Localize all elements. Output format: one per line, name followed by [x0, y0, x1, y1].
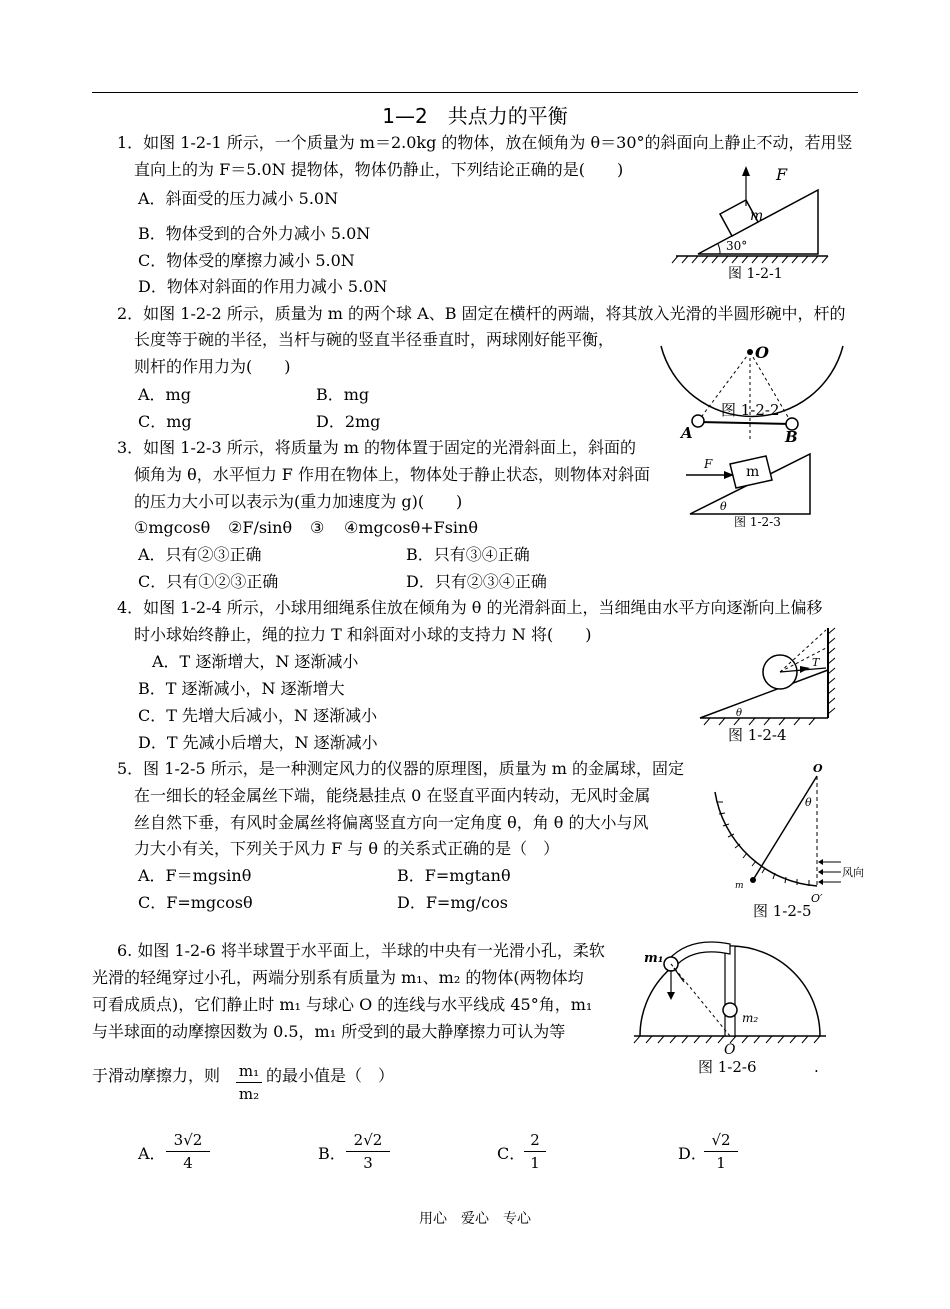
- fig4-angle-label: θ: [736, 708, 743, 719]
- q6-line3: 可看成质点)，它们静止时 m₁ 与球心 O 的连线与水平线成 45°角，m₁: [92, 995, 593, 1014]
- fig5-caption: 图 1-2-5: [753, 902, 812, 920]
- fig6-m2-label: m₂: [742, 1011, 759, 1025]
- q5-line3: 丝自然下垂，有风时金属丝将偏离竖直方向一定角度 θ，角 θ 的大小与风: [134, 813, 649, 832]
- q2-option-a: A．mg: [138, 385, 191, 404]
- q6-option-a-frac: [166, 1131, 210, 1172]
- q4-option-b: B．T 逐渐减小，N 逐渐增大: [138, 679, 345, 698]
- q6-option-d-frac: [704, 1131, 738, 1172]
- q2-option-d: D．2mg: [316, 412, 381, 431]
- q3-option-d: D．只有②③④正确: [406, 572, 547, 591]
- top-rule: [92, 92, 858, 93]
- fig1-mass-label: m: [750, 208, 764, 224]
- fig5-mass-label: m: [735, 881, 744, 891]
- q4-line2: 时小球始终静止，绳的拉力 T 和斜面对小球的支持力 N 将( ): [134, 625, 592, 644]
- q3-expr-1: ①mgcosθ: [134, 518, 211, 537]
- q1-option-a: A．斜面受的压力减小 5.0N: [138, 189, 339, 208]
- q2-line3: 则杆的作用力为( ): [134, 357, 291, 376]
- q2-option-b: B．mg: [316, 385, 370, 404]
- q2-line2: 长度等于碗的半径，当杆与碗的竖直半径垂直时，两球刚好能平衡，: [134, 330, 615, 349]
- fig2-center-label: O: [755, 343, 769, 362]
- figure-1-2-6: [630, 930, 830, 1080]
- q3-line3: 的压力大小可以表示为(重力加速度为 g)( ): [134, 492, 463, 511]
- q5-option-c: C．F=mgcosθ: [138, 893, 253, 912]
- fig1-force-label: F: [776, 165, 788, 184]
- q3-expr-4: ④mgcosθ+Fsinθ: [344, 518, 478, 537]
- q4-line1: 4．如图 1-2-4 所示，小球用细绳系住放在倾角为 θ 的光滑斜面上，当细绳由水平方向逐渐向上偏移: [117, 598, 823, 617]
- q1-option-c: C．物体受的摩擦力减小 5.0N: [138, 251, 355, 270]
- q6-option-d-num: √2: [711, 1131, 731, 1149]
- fig6-dot: .: [814, 1058, 819, 1076]
- q5-option-d: D．F=mg/cos: [397, 893, 508, 912]
- q4-option-c: C．T 先增大后减小，N 逐渐减小: [138, 706, 378, 725]
- figure-1-2-3: [680, 444, 815, 534]
- q6-ratio-den: m₂: [238, 1085, 260, 1103]
- fig4-tension-label: T: [812, 656, 820, 669]
- fig1-caption: 图 1-2-1: [728, 266, 783, 282]
- q6-line4: 与半球面的动摩擦因数为 0.5，m₁ 所受到的最大静摩擦力可认为等: [92, 1022, 566, 1041]
- q6-ratio-num: m₁: [238, 1062, 260, 1080]
- figure-1-2-4: [690, 624, 850, 746]
- q4-option-d: D．T 先减小后增大，N 逐渐减小: [138, 733, 378, 752]
- q6-line2: 光滑的轻绳穿过小孔，两端分别系有质量为 m₁、m₂ 的物体(两物体均: [92, 968, 584, 987]
- fig5-angle-label: θ: [805, 796, 812, 809]
- fig1-angle-label: 30°: [726, 239, 748, 253]
- q3-option-c: C．只有①②③正确: [138, 572, 279, 591]
- q3-expr-2: ②F/sinθ: [228, 518, 293, 537]
- q6-option-d-den: 1: [716, 1154, 726, 1172]
- fig4-caption: 图 1-2-4: [728, 726, 787, 744]
- q5-line1: 5．图 1-2-5 所示，是一种测定风力的仪器的原理图，质量为 m 的金属球，固定: [117, 759, 685, 778]
- q6-option-d-label: D．: [678, 1144, 707, 1163]
- fig3-mass-label: m: [746, 464, 760, 480]
- figure-1-2-1: [668, 160, 838, 285]
- fig5-top-label: O: [813, 762, 823, 775]
- fig2-b-label: B: [785, 428, 798, 446]
- q3-option-a: A．只有②③正确: [138, 545, 262, 564]
- q3-expr-3: ③: [310, 518, 325, 537]
- fig3-angle-label: θ: [720, 500, 727, 513]
- q6-option-c-num: 2: [530, 1131, 540, 1149]
- q6-option-b-den: 3: [363, 1154, 373, 1172]
- q2-line1: 2．如图 1-2-2 所示，质量为 m 的两个球 A、B 固定在横杆的两端，将其放入光滑的半圆形碗中，杆的: [117, 304, 846, 323]
- q5-option-b: B．F=mgtanθ: [397, 866, 511, 885]
- q5-line2: 在一细长的轻金属丝下端，能绕悬挂点 0 在竖直平面内转动，无风时金属: [134, 786, 651, 805]
- q6-ratio: [236, 1062, 262, 1103]
- q6-line5-a: 于滑动摩擦力，则: [92, 1066, 221, 1085]
- q6-option-b-frac: [346, 1131, 390, 1172]
- q6-line5-b: 的最小值是（ ）: [266, 1066, 395, 1085]
- q6-option-b-label: B．: [318, 1144, 346, 1163]
- q1-option-d: D．物体对斜面的作用力减小 5.0N: [138, 277, 388, 296]
- fig2-a-label: A: [681, 424, 693, 442]
- q1-option-b: B．物体受到的合外力减小 5.0N: [138, 224, 371, 243]
- q6-option-a-den: 4: [183, 1154, 193, 1172]
- q6-option-c-frac: [524, 1131, 546, 1172]
- fig2-caption: 图 1-2-2: [721, 401, 780, 419]
- fig6-caption: 图 1-2-6: [698, 1058, 757, 1076]
- q3-option-b: B．只有③④正确: [406, 545, 530, 564]
- q6-option-c-den: 1: [530, 1154, 540, 1172]
- fig3-caption: 图 1-2-3: [734, 515, 781, 529]
- fig3-force-label: F: [704, 457, 713, 471]
- q3-line2: 倾角为 θ，水平恒力 F 作用在物体上，物体处于静止状态，则物体对斜面: [134, 465, 650, 484]
- fig5-bottom-label: O′: [811, 892, 823, 905]
- fig6-m1-label: m₁: [644, 951, 664, 966]
- q3-line1: 3．如图 1-2-3 所示，将质量为 m 的物体置于固定的光滑斜面上，斜面的: [117, 438, 637, 457]
- q6-option-c-label: C．: [497, 1144, 526, 1163]
- page-footer: 用心 爱心 专心: [419, 1211, 531, 1227]
- q1-line2: 直向上的为 F＝5.0N 提物体，物体仍静止，下列结论正确的是( ): [134, 160, 624, 179]
- q6-option-a-num: 3√2: [173, 1131, 203, 1149]
- q2-option-c: C．mg: [138, 412, 192, 431]
- fig6-center-label: O: [724, 1042, 736, 1058]
- figure-1-2-5: [705, 762, 865, 924]
- fig5-wind-label: 风向: [842, 866, 864, 879]
- q5-line4: 力大小有关，下列关于风力 F 与 θ 的关系式正确的是（ ）: [134, 839, 560, 858]
- q6-line1: 6. 如图 1-2-6 将半球置于水平面上，半球的中央有一光滑小孔，柔软: [117, 941, 605, 960]
- figure-1-2-2: [655, 342, 855, 447]
- q6-option-a-label: A．: [138, 1144, 166, 1163]
- q4-option-a: A．T 逐渐增大，N 逐渐减小: [152, 652, 359, 671]
- page-title: 1—2 共点力的平衡: [382, 104, 568, 128]
- q5-option-a: A．F＝mgsinθ: [138, 866, 252, 885]
- q1-line1: 1．如图 1-2-1 所示，一个质量为 m＝2.0kg 的物体，放在倾角为 θ＝30°的斜面向上静止不动，若用竖: [117, 133, 853, 152]
- q6-option-b-num: 2√2: [353, 1131, 383, 1149]
